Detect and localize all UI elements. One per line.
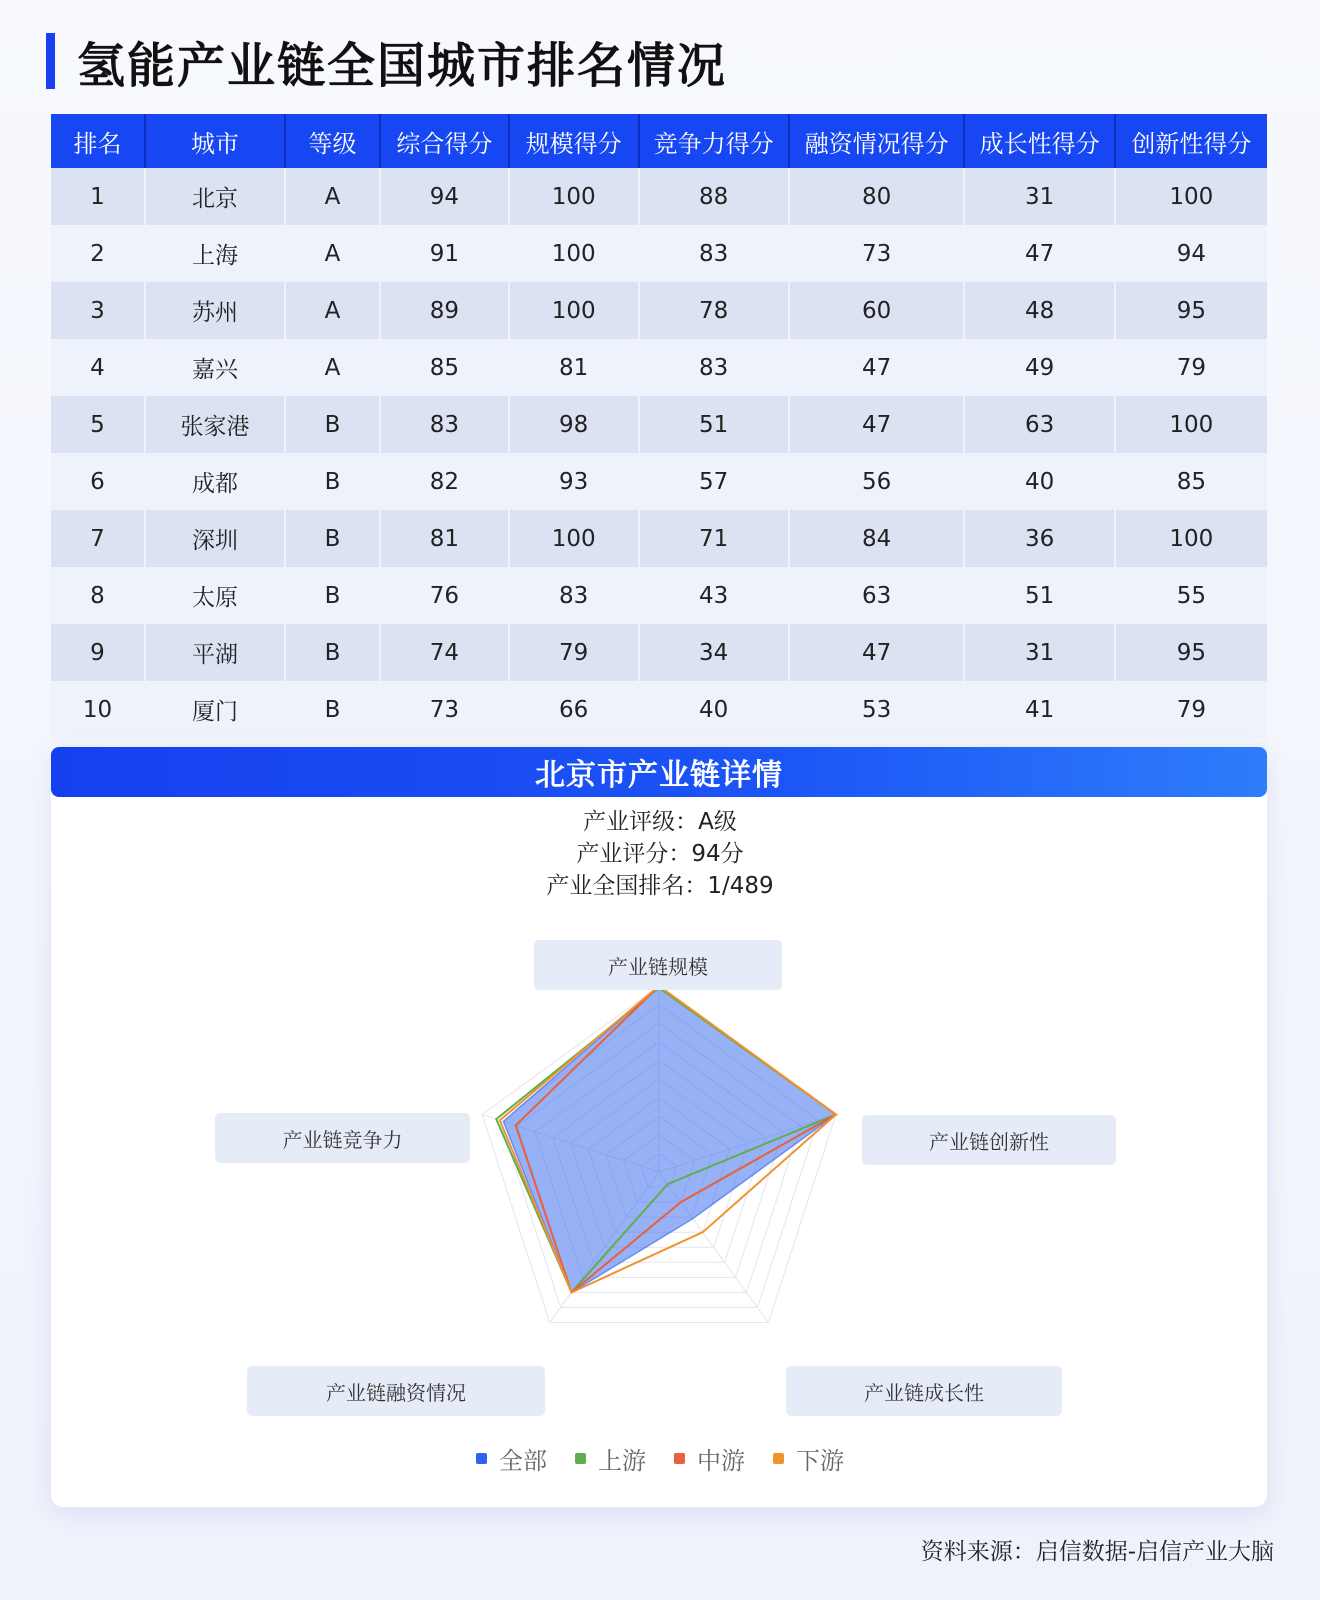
table-cell: 8 — [51, 567, 145, 624]
table-cell: 83 — [509, 567, 639, 624]
column-header: 排名 — [51, 114, 145, 168]
table-cell: 北京 — [145, 168, 285, 225]
table-cell: 40 — [639, 681, 789, 738]
table-cell: 94 — [380, 168, 509, 225]
table-cell: 95 — [1115, 282, 1267, 339]
table-cell: B — [285, 510, 380, 567]
axis-label-growth: 产业链成长性 — [786, 1366, 1062, 1416]
table-cell: 66 — [509, 681, 639, 738]
legend-item[interactable] — [476, 1441, 547, 1476]
table-cell: 2 — [51, 225, 145, 282]
table-cell: 55 — [1115, 567, 1267, 624]
table-cell: 1 — [51, 168, 145, 225]
chart-legend — [0, 1441, 1320, 1476]
column-header: 竞争力得分 — [639, 114, 789, 168]
column-header: 城市 — [145, 114, 285, 168]
table-cell: B — [285, 453, 380, 510]
table-cell: 85 — [1115, 453, 1267, 510]
table-cell: 53 — [789, 681, 965, 738]
axis-label-competitiveness: 产业链竞争力 — [215, 1113, 470, 1163]
table-cell: 4 — [51, 339, 145, 396]
table-cell: 深圳 — [145, 510, 285, 567]
table-cell: 43 — [639, 567, 789, 624]
table-cell: 47 — [789, 624, 965, 681]
table-cell: 6 — [51, 453, 145, 510]
table-cell: 60 — [789, 282, 965, 339]
table-cell: 厦门 — [145, 681, 285, 738]
table-cell: A — [285, 225, 380, 282]
table-cell: 80 — [789, 168, 965, 225]
data-source: 资料来源：启信数据-启信产业大脑 — [920, 1539, 1274, 1565]
axis-label-innovation: 产业链创新性 — [862, 1115, 1116, 1165]
table-cell: 71 — [639, 510, 789, 567]
table-cell: 太原 — [145, 567, 285, 624]
table-cell: B — [285, 396, 380, 453]
table-cell: 100 — [509, 168, 639, 225]
table-cell: 74 — [380, 624, 509, 681]
table-cell: 94 — [1115, 225, 1267, 282]
table-cell: 100 — [509, 225, 639, 282]
table-cell: 34 — [639, 624, 789, 681]
table-cell: 93 — [509, 453, 639, 510]
table-cell: 47 — [789, 396, 965, 453]
industry-national-rank: 产业全国排名：1/489 — [546, 873, 774, 899]
table-cell: 83 — [639, 339, 789, 396]
industry-rating: 产业评级：A级 — [583, 809, 737, 835]
table-cell: B — [285, 567, 380, 624]
table-cell: 63 — [789, 567, 965, 624]
column-header: 创新性得分 — [1115, 114, 1267, 168]
table-cell: B — [285, 624, 380, 681]
legend-label: 全部 — [499, 1447, 547, 1475]
table-cell: 83 — [380, 396, 509, 453]
table-cell: 上海 — [145, 225, 285, 282]
legend-label: 上游 — [598, 1447, 646, 1475]
table-cell: 7 — [51, 510, 145, 567]
table-cell: 成都 — [145, 453, 285, 510]
column-header: 成长性得分 — [964, 114, 1114, 168]
industry-score: 产业评分：94分 — [576, 841, 744, 867]
table-cell: 81 — [380, 510, 509, 567]
table-cell: 49 — [964, 339, 1114, 396]
legend-item[interactable] — [773, 1441, 844, 1476]
table-cell: 100 — [1115, 510, 1267, 567]
table-cell: 56 — [789, 453, 965, 510]
column-header: 综合得分 — [380, 114, 509, 168]
legend-item[interactable] — [575, 1441, 646, 1476]
axis-label-financing: 产业链融资情况 — [247, 1366, 545, 1416]
table-cell: 51 — [964, 567, 1114, 624]
table-cell: 95 — [1115, 624, 1267, 681]
table-cell: 47 — [789, 339, 965, 396]
detail-header: 北京市产业链详情 — [51, 747, 1267, 797]
table-cell: 78 — [639, 282, 789, 339]
table-cell: A — [285, 339, 380, 396]
table-cell: A — [285, 282, 380, 339]
table-cell: 36 — [964, 510, 1114, 567]
table-cell: 100 — [1115, 168, 1267, 225]
legend-swatch — [674, 1453, 685, 1464]
table-cell: 73 — [380, 681, 509, 738]
legend-label: 下游 — [796, 1447, 844, 1475]
table-cell: 84 — [789, 510, 965, 567]
table-cell: 98 — [509, 396, 639, 453]
legend-label: 中游 — [697, 1447, 745, 1475]
table-cell: 85 — [380, 339, 509, 396]
table-cell: 41 — [964, 681, 1114, 738]
table-cell: B — [285, 681, 380, 738]
table-cell: 83 — [639, 225, 789, 282]
table-cell: 88 — [639, 168, 789, 225]
legend-item[interactable] — [674, 1441, 745, 1476]
table-cell: 79 — [1115, 681, 1267, 738]
table-cell: 82 — [380, 453, 509, 510]
legend-swatch — [476, 1453, 487, 1464]
table-cell: 47 — [964, 225, 1114, 282]
table-cell: 81 — [509, 339, 639, 396]
legend-swatch — [773, 1453, 784, 1464]
table-cell: 100 — [509, 282, 639, 339]
column-header: 等级 — [285, 114, 380, 168]
table-cell: 63 — [964, 396, 1114, 453]
table-cell: 平湖 — [145, 624, 285, 681]
table-cell: 40 — [964, 453, 1114, 510]
table-cell: 48 — [964, 282, 1114, 339]
table-cell: 9 — [51, 624, 145, 681]
table-cell: 73 — [789, 225, 965, 282]
table-cell: 苏州 — [145, 282, 285, 339]
page-title: 氢能产业链全国城市排名情况 — [77, 37, 728, 94]
table-cell: 张家港 — [145, 396, 285, 453]
table-cell: 76 — [380, 567, 509, 624]
table-cell: 57 — [639, 453, 789, 510]
table-cell: 100 — [509, 510, 639, 567]
table-cell: 79 — [1115, 339, 1267, 396]
table-cell: 10 — [51, 681, 145, 738]
table-cell: 5 — [51, 396, 145, 453]
table-cell: 嘉兴 — [145, 339, 285, 396]
table-cell: 100 — [1115, 396, 1267, 453]
table-cell: 91 — [380, 225, 509, 282]
column-header: 规模得分 — [509, 114, 639, 168]
table-cell: 89 — [380, 282, 509, 339]
table-cell: 51 — [639, 396, 789, 453]
table-cell: 31 — [964, 168, 1114, 225]
table-cell: 31 — [964, 624, 1114, 681]
table-cell: A — [285, 168, 380, 225]
table-cell: 79 — [509, 624, 639, 681]
legend-swatch — [575, 1453, 586, 1464]
axis-label-scale: 产业链规模 — [534, 940, 782, 990]
table-cell: 3 — [51, 282, 145, 339]
column-header: 融资情况得分 — [789, 114, 965, 168]
